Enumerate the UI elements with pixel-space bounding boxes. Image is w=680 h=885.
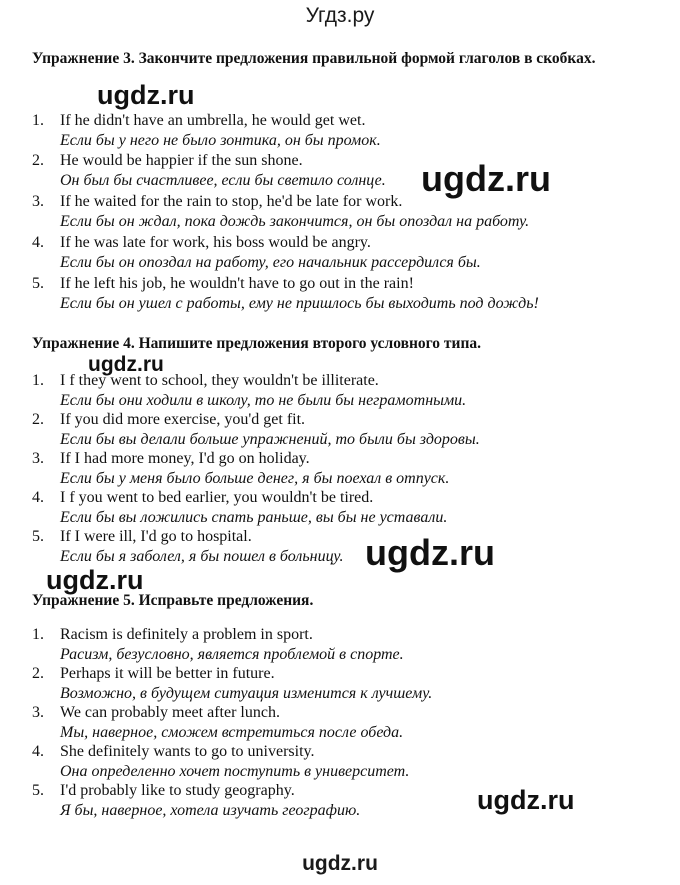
russian-translation: Расизм, безусловно, является проблемой в спорте. [60,646,404,663]
english-sentence: If he was late for work, his boss would be angry. [60,234,371,251]
english-sentence: He would be happier if the sun shone. [60,152,303,169]
watermark: ugdz.ru [477,785,575,815]
item-number: 2. [32,665,44,682]
english-sentence: I'd probably like to study geography. [60,782,295,799]
english-sentence: She definitely wants to go to university. [60,743,315,760]
russian-translation: Возможно, в будущем ситуация изменится к лучшему. [60,685,433,702]
english-sentence: If you did more exercise, you'd get fit. [60,411,306,428]
english-sentence: We can probably meet after lunch. [60,704,280,721]
item-number: 2. [32,411,44,428]
item-number: 5. [32,528,44,545]
watermark: ugdz.ru [421,158,551,199]
site-footer[interactable]: ugdz.ru [302,852,378,875]
item-number: 1. [32,626,44,643]
russian-translation: Если бы он опоздал на работу, его начальник рассердился бы. [60,254,481,271]
english-sentence: If I had more money, I'd go on holiday. [60,450,310,467]
russian-translation: Если бы у него не было зонтика, он бы промок. [60,132,381,149]
russian-translation: Если бы вы ложились спать раньше, вы бы не уставали. [60,509,448,526]
russian-translation: Он был бы счастливее, если бы светило солнце. [60,172,386,189]
item-number: 3. [32,704,44,721]
exercise-heading: Упражнение 3. Закончите предложения правильной формой глаголов в скобках. [32,50,596,67]
item-number: 4. [32,489,44,506]
english-sentence: Perhaps it will be better in future. [60,665,275,682]
item-number: 4. [32,743,44,760]
item-number: 3. [32,450,44,467]
item-number: 5. [32,782,44,799]
russian-translation: Если бы он ушел с работы, ему не пришлось бы выходить под дождь! [60,295,539,312]
watermark: ugdz.ru [46,565,144,595]
watermark: ugdz.ru [365,532,495,573]
item-number: 1. [32,112,44,129]
english-sentence: I f you went to bed earlier, you wouldn't be tired. [60,489,374,506]
english-sentence: Racism is definitely a problem in sport. [60,626,313,643]
russian-translation: Если бы они ходили в школу, то не были бы неграмотными. [60,392,467,409]
russian-translation: Если бы я заболел, я бы пошел в больницу. [60,548,344,565]
exercise-heading: Упражнение 5. Исправьте предложения. [32,592,314,609]
russian-translation: Мы, наверное, сможем встретиться после обеда. [60,724,404,741]
english-sentence: If he waited for the rain to stop, he'd be late for work. [60,193,403,210]
item-number: 2. [32,152,44,169]
item-number: 1. [32,372,44,389]
site-header[interactable]: Угдз.ру [305,4,375,27]
english-sentence: If he didn't have an umbrella, he would get wet. [60,112,366,129]
english-sentence: If he left his job, he wouldn't have to go out in the rain! [60,275,414,292]
item-number: 4. [32,234,44,251]
russian-translation: Если бы вы делали больше упражнений, то были бы здоровы. [60,431,480,448]
russian-translation: Если бы у меня было больше денег, я бы поехал в отпуск. [60,470,450,487]
watermark: ugdz.ru [88,353,164,376]
english-sentence: I f they went to school, they wouldn't be illiterate. [60,372,379,389]
russian-translation: Я бы, наверное, хотела изучать географию. [60,802,361,819]
english-sentence: If I were ill, I'd go to hospital. [60,528,252,545]
item-number: 5. [32,275,44,292]
russian-translation: Она определенно хочет поступить в университет. [60,763,410,780]
item-number: 3. [32,193,44,210]
watermark: ugdz.ru [97,80,195,110]
russian-translation: Если бы он ждал, пока дождь закончится, он бы опоздал на работу. [60,213,530,230]
exercise-heading: Упражнение 4. Напишите предложения второго условного типа. [32,335,482,352]
